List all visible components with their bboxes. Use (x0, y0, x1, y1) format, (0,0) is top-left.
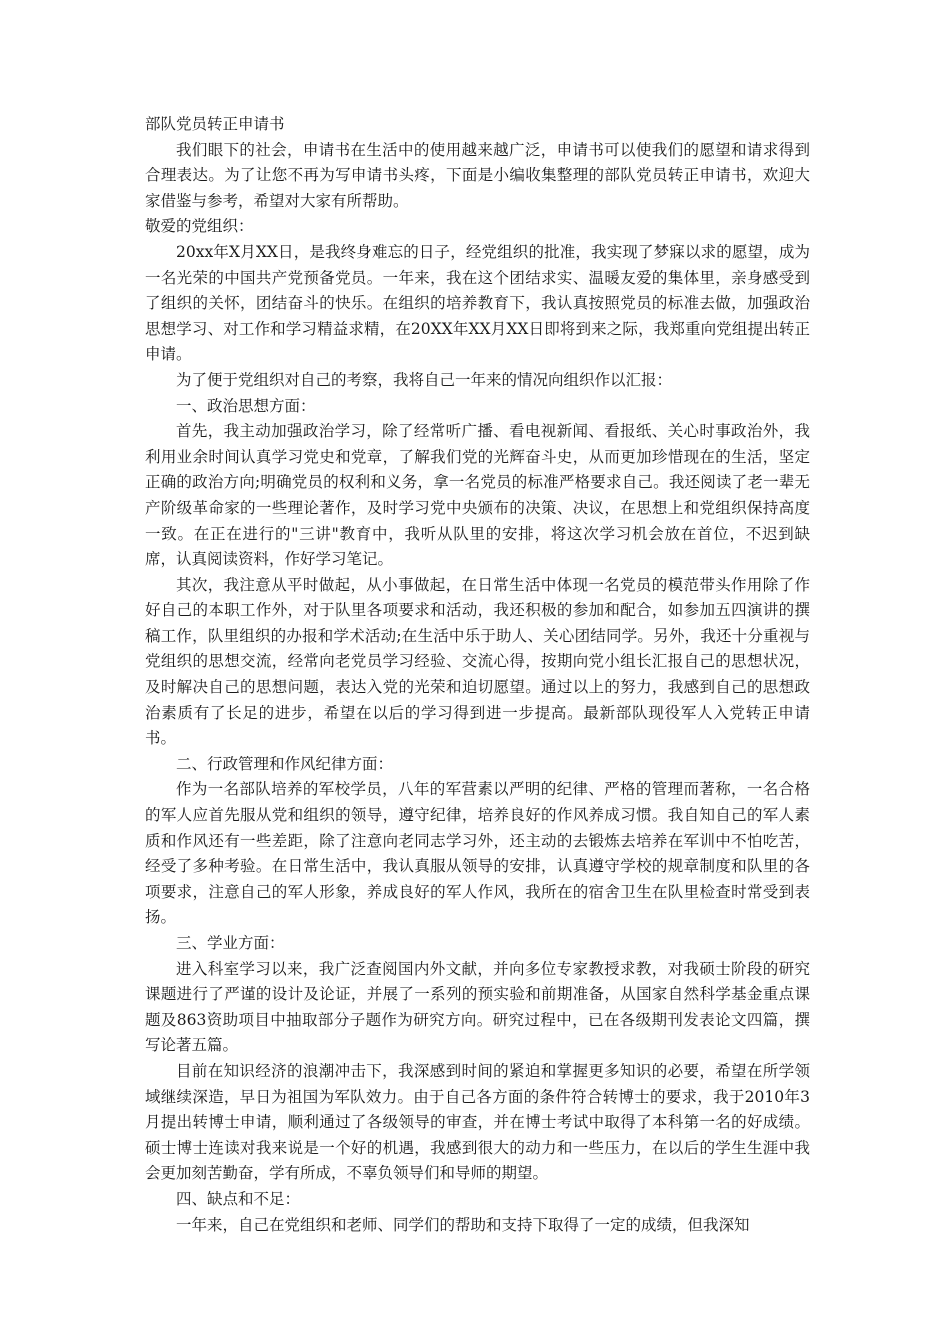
paragraph: 我们眼下的社会，申请书在生活中的使用越来越广泛，申请书可以使我们的愿望和请求得到合理表达。为了让您不再为写申请书头疼，下面是小编收集整理的部队党员转正申请书，欢迎大家借鉴与参考，希望对大家有所帮助。 (145, 140, 810, 210)
document-title: 部队党员转正申请书 (145, 115, 285, 133)
section-heading-political: 一、政治思想方面： (176, 396, 316, 415)
section-heading-shortcomings: 四、缺点和不足： (176, 1189, 301, 1208)
paragraph: 一年来，自己在党组织和老师、同学们的帮助和支持下取得了一定的成绩，但我深知 (176, 1215, 750, 1234)
section-heading-discipline: 二、行政管理和作风纪律方面： (176, 754, 394, 773)
paragraph: 作为一名部队培养的军校学员，八年的军营素以严明的纪律、严格的管理而著称，一名合格的军人应首先服从党和组织的领导，遵守纪律，培养良好的作风养成习惯。我自知自己的军人素质和作风还有一些差距，除了注意向老同志学习外，还主动的去锻炼去培养在军训中不怕吃苦，经受了多种考验。在日常生活中，我认真服从领导的安排，认真遵守学校的规章制度和队里的各项要求，注意自己的军人形象，养成良好的军人作风，我所在的宿舍卫生在队里检查时常受到表扬。 (145, 780, 810, 927)
paragraph: 目前在知识经济的浪潮冲击下，我深感到时间的紧迫和掌握更多知识的必要，希望在所学领域继续深造，早日为祖国为军队效力。由于自己各方面的条件符合转博士的要求，我于2010年3月提出转博士申请，顺利通过了各级领导的审查，并在博士考试中取得了本科第一名的好成绩。硕士博士连读对我来说是一个好的机遇，我感到很大的动力和一些压力，在以后的学生生涯中我会更加刻苦勤奋，学有所成，不辜负领导们和导师的期望。 (145, 1061, 810, 1183)
paragraph: 20xx年X月XX日，是我终身难忘的日子，经党组织的批准，我实现了梦寐以求的愿望，成为一名光荣的中国共产党预备党员。一年来，我在这个团结求实、温暖友爱的集体里，亲身感受到了组织的关怀，团结奋斗的快乐。在组织的培养教育下，我认真按照党员的标准去做，加强政治思想学习、对工作和学习精益求精，在20XX年XX月XX日即将到来之际，我郑重向党组提出转正申请。 (145, 242, 810, 364)
document-body (145, 112, 810, 1238)
section-heading-academic: 三、学业方面： (176, 934, 285, 952)
paragraph: 首先，我主动加强政治学习，除了经常听广播、看电视新闻、看报纸、关心时事政治外，我利用业余时间认真学习党史和党章，了解我们党的光辉奋斗史，从而更加珍惜现在的生活，坚定正确的政治方向;明确党员的权利和义务，拿一名党员的标准严格要求自己。我还阅读了老一辈无产阶级革命家的一些理论著作，及时学习党中央颁布的决策、决议，在思想上和党组织保持高度一致。在正在进行的"三讲"教育中，我听从队里的安排，将这次学习机会放在首位，不迟到缺席，认真阅读资料，作好学习笔记。 (145, 422, 810, 569)
paragraph: 敬爱的党组织： (145, 217, 254, 236)
paragraph: 为了便于党组织对自己的考察，我将自己一年来的情况向组织作以汇报： (176, 370, 673, 389)
paragraph: 其次，我注意从平时做起，从小事做起，在日常生活中体现一名党员的模范带头作用除了作好自己的本职工作外，对于队里各项要求和活动，我还积极的参加和配合，如参加五四演讲的撰稿工作，队里组织的办报和学术活动;在生活中乐于助人、关心团结同学。另外，我还十分重视与党组织的思想交流，经常向老党员学习经验、交流心得，按期向党小组长汇报自己的思想状况，及时解决自己的思想问题，表达入党的光荣和迫切愿望。通过以上的努力，我感到自己的思想政治素质有了长足的进步，希望在以后的学习得到进一步提高。最新部队现役军人入党转正申请书。 (145, 575, 810, 748)
paragraph: 进入科室学习以来，我广泛查阅国内外文献，并向多位专家教授求教，对我硕士阶段的研究课题进行了严谨的设计及论证，并展了一系列的预实验和前期准备，从国家自然科学基金重点课题及863资助项目中抽取部分子题作为研究方向。研究过程中，已在各级期刊发表论文四篇，撰写论著五篇。 (145, 959, 810, 1055)
